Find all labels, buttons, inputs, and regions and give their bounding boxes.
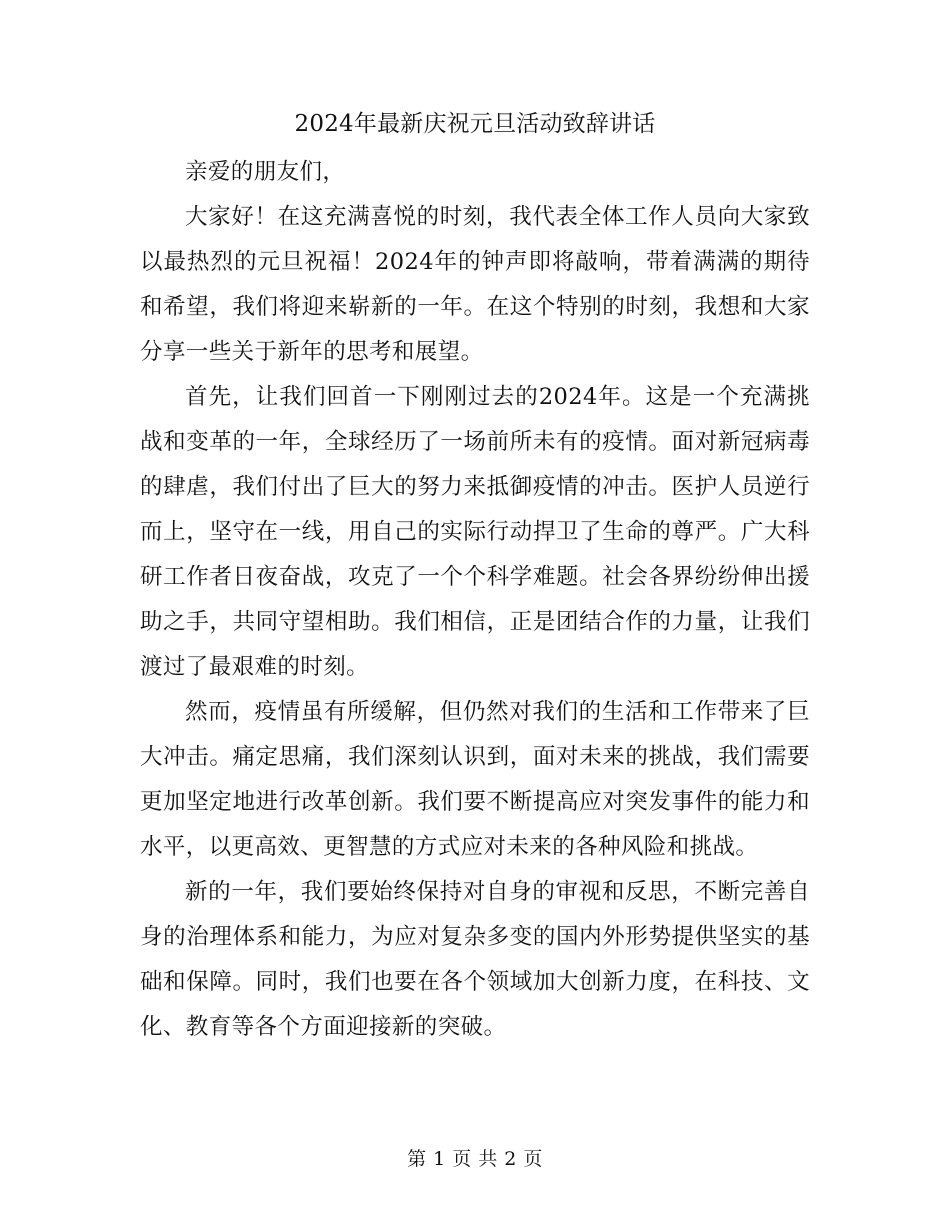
document-title: 2024年最新庆祝元旦活动致辞讲话 bbox=[294, 111, 656, 137]
document-body bbox=[140, 150, 810, 1050]
paragraph-3: 然而，疫情虽有所缓解，但仍然对我们的生活和工作带来了巨大冲击。痛定思痛，我们深刻认识到，面对未来的挑战，我们需要更加坚定地进行改革创新。我们要不断提高应对突发事件的能力和水平，以更高效、更智慧的方式应对未来的各种风险和挑战。 bbox=[140, 699, 810, 860]
paragraph-greeting: 亲爱的朋友们， bbox=[185, 159, 346, 185]
paragraph-4: 新的一年，我们要始终保持对自身的审视和反思，不断完善自身的治理体系和能力，为应对复杂多变的国内外形势提供坚实的基础和保障。同时，我们也要在各个领域加大创新力度，在科技、文化、教育等各个方面迎接新的突破。 bbox=[140, 879, 810, 1040]
paragraph-2: 首先，让我们回首一下刚刚过去的2024年。这是一个充满挑战和变革的一年，全球经历了一场前所未有的疫情。面对新冠病毒的肆虐，我们付出了巨大的努力来抵御疫情的冲击。医护人员逆行而上，坚守在一线，用自己的实际行动捍卫了生命的尊严。广大科研工作者日夜奋战，攻克了一个个科学难题。社会各界纷纷伸出援助之手，共同守望相助。我们相信，正是团结合作的力量，让我们渡过了最艰难的时刻。 bbox=[140, 384, 810, 680]
paragraph-1: 大家好！在这充满喜悦的时刻，我代表全体工作人员向大家致以最热烈的元旦祝福！2024年的钟声即将敲响，带着满满的期待和希望，我们将迎来崭新的一年。在这个特别的时刻，我想和大家分享一些关于新年的思考和展望。 bbox=[140, 204, 810, 365]
page-number-footer: 第 1 页 共 2 页 bbox=[407, 1148, 543, 1170]
